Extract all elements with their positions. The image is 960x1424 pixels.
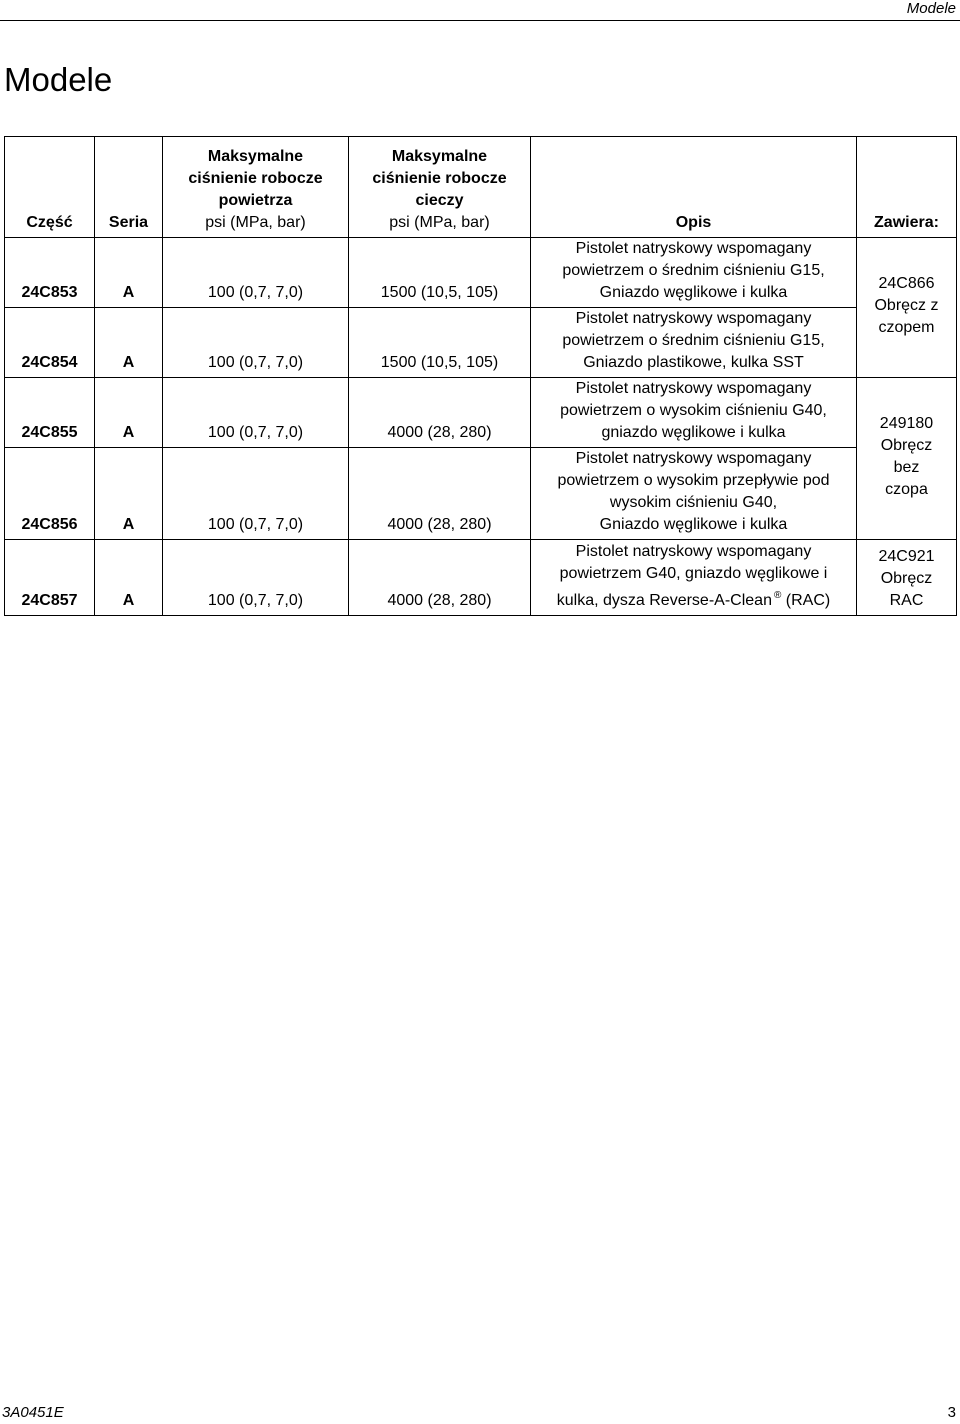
cell-fluid-pressure: 4000 (28, 280) [349, 378, 531, 448]
description-line: Pistolet natryskowy wspomagany [575, 380, 812, 397]
cell-part: 24C853 [5, 238, 95, 308]
cell-fluid-pressure: 1500 (10,5, 105) [349, 308, 531, 378]
header-air-line1: Maksymalne [207, 148, 304, 165]
cell-contains [857, 540, 957, 616]
table-row [5, 238, 957, 308]
header-part-label: Część [26, 214, 73, 231]
header-series-label: Seria [108, 214, 149, 231]
footer-page-number: 3 [947, 1404, 956, 1421]
cell-description [531, 378, 857, 448]
running-header-title: Modele [906, 0, 956, 17]
table-row [5, 308, 957, 378]
description-line: Pistolet natryskowy wspomagany [575, 543, 812, 560]
header-fluid-pressure [349, 137, 531, 238]
contains-line: Obręcz z [874, 297, 939, 314]
description-line: wysokim ciśnieniu G40, [609, 494, 778, 511]
cell-air-pressure: 100 (0,7, 7,0) [163, 238, 349, 308]
table-header-row [5, 137, 957, 238]
cell-part: 24C854 [5, 308, 95, 378]
description-line: powietrzem o średnim ciśnieniu G15, [562, 332, 825, 349]
header-description [531, 137, 857, 238]
cell-part: 24C857 [5, 540, 95, 616]
header-air-line3: powietrza [218, 192, 293, 209]
footer-doc-code: 3A0451E [2, 1404, 64, 1421]
cell-series: A [95, 238, 163, 308]
contains-line: Obręcz [880, 437, 933, 454]
cell-air-pressure: 100 (0,7, 7,0) [163, 308, 349, 378]
cell-description [531, 308, 857, 378]
cell-description [531, 448, 857, 540]
description-suffix: (RAC) [785, 592, 831, 609]
header-fluid-line2: ciśnienie robocze [372, 170, 507, 187]
registered-mark: ® [773, 590, 782, 601]
header-contains-label: Zawiera: [874, 214, 939, 231]
cell-fluid-pressure: 4000 (28, 280) [349, 448, 531, 540]
description-line: Gniazdo węglikowe i kulka [599, 516, 788, 533]
cell-part: 24C855 [5, 378, 95, 448]
table-row [5, 448, 957, 540]
cell-air-pressure: 100 (0,7, 7,0) [163, 540, 349, 616]
cell-air-pressure: 100 (0,7, 7,0) [163, 378, 349, 448]
page-title: Modele [4, 61, 113, 98]
description-line: Gniazdo plastikowe, kulka SST [583, 354, 804, 371]
header-air-unit: psi (MPa, bar) [205, 214, 306, 231]
header-fluid-unit: psi (MPa, bar) [389, 214, 490, 231]
description-line: Gniazdo węglikowe i kulka [599, 284, 788, 301]
description-line: powietrzem o wysokim ciśnieniu G40, [560, 402, 827, 419]
description-line: Pistolet natryskowy wspomagany [575, 450, 812, 467]
running-header [0, 0, 960, 21]
contains-line: 24C866 [878, 275, 935, 292]
contains-line: 24C921 [878, 548, 935, 565]
header-contains [857, 137, 957, 238]
header-description-label: Opis [675, 214, 712, 231]
cell-air-pressure: 100 (0,7, 7,0) [163, 448, 349, 540]
contains-line: RAC [889, 592, 924, 609]
header-series [95, 137, 163, 238]
description-line: Pistolet natryskowy wspomagany [575, 240, 812, 257]
header-fluid-line1: Maksymalne [391, 148, 488, 165]
description-line: gniazdo węglikowe i kulka [601, 424, 786, 441]
cell-part: 24C856 [5, 448, 95, 540]
table-row [5, 540, 957, 616]
contains-line: 249180 [879, 415, 934, 432]
contains-line: czopa [885, 481, 928, 498]
table-row [5, 378, 957, 448]
contains-line: bez [893, 459, 920, 476]
header-part [5, 137, 95, 238]
cell-contains [857, 238, 957, 378]
contains-line: czopem [878, 319, 935, 336]
header-air-pressure [163, 137, 349, 238]
cell-series: A [95, 308, 163, 378]
description-line: Pistolet natryskowy wspomagany [575, 310, 812, 327]
cell-series: A [95, 448, 163, 540]
description-line: powietrzem o średnim ciśnieniu G15, [562, 262, 825, 279]
cell-series: A [95, 540, 163, 616]
cell-contains [857, 378, 957, 540]
description-line: powietrzem o wysokim przepływie pod [557, 472, 830, 489]
cell-fluid-pressure: 4000 (28, 280) [349, 540, 531, 616]
description-line: powietrzem G40, gniazdo węglikowe i [559, 565, 828, 582]
cell-description [531, 238, 857, 308]
cell-series: A [95, 378, 163, 448]
models-table [4, 136, 957, 616]
description-text: kulka, dysza Reverse-A-Clean [556, 592, 772, 609]
header-air-line2: ciśnienie robocze [188, 170, 323, 187]
description-line [533, 585, 854, 612]
contains-line: Obręcz [880, 570, 933, 587]
cell-description [531, 540, 857, 616]
header-fluid-line3: cieczy [415, 192, 464, 209]
cell-fluid-pressure: 1500 (10,5, 105) [349, 238, 531, 308]
